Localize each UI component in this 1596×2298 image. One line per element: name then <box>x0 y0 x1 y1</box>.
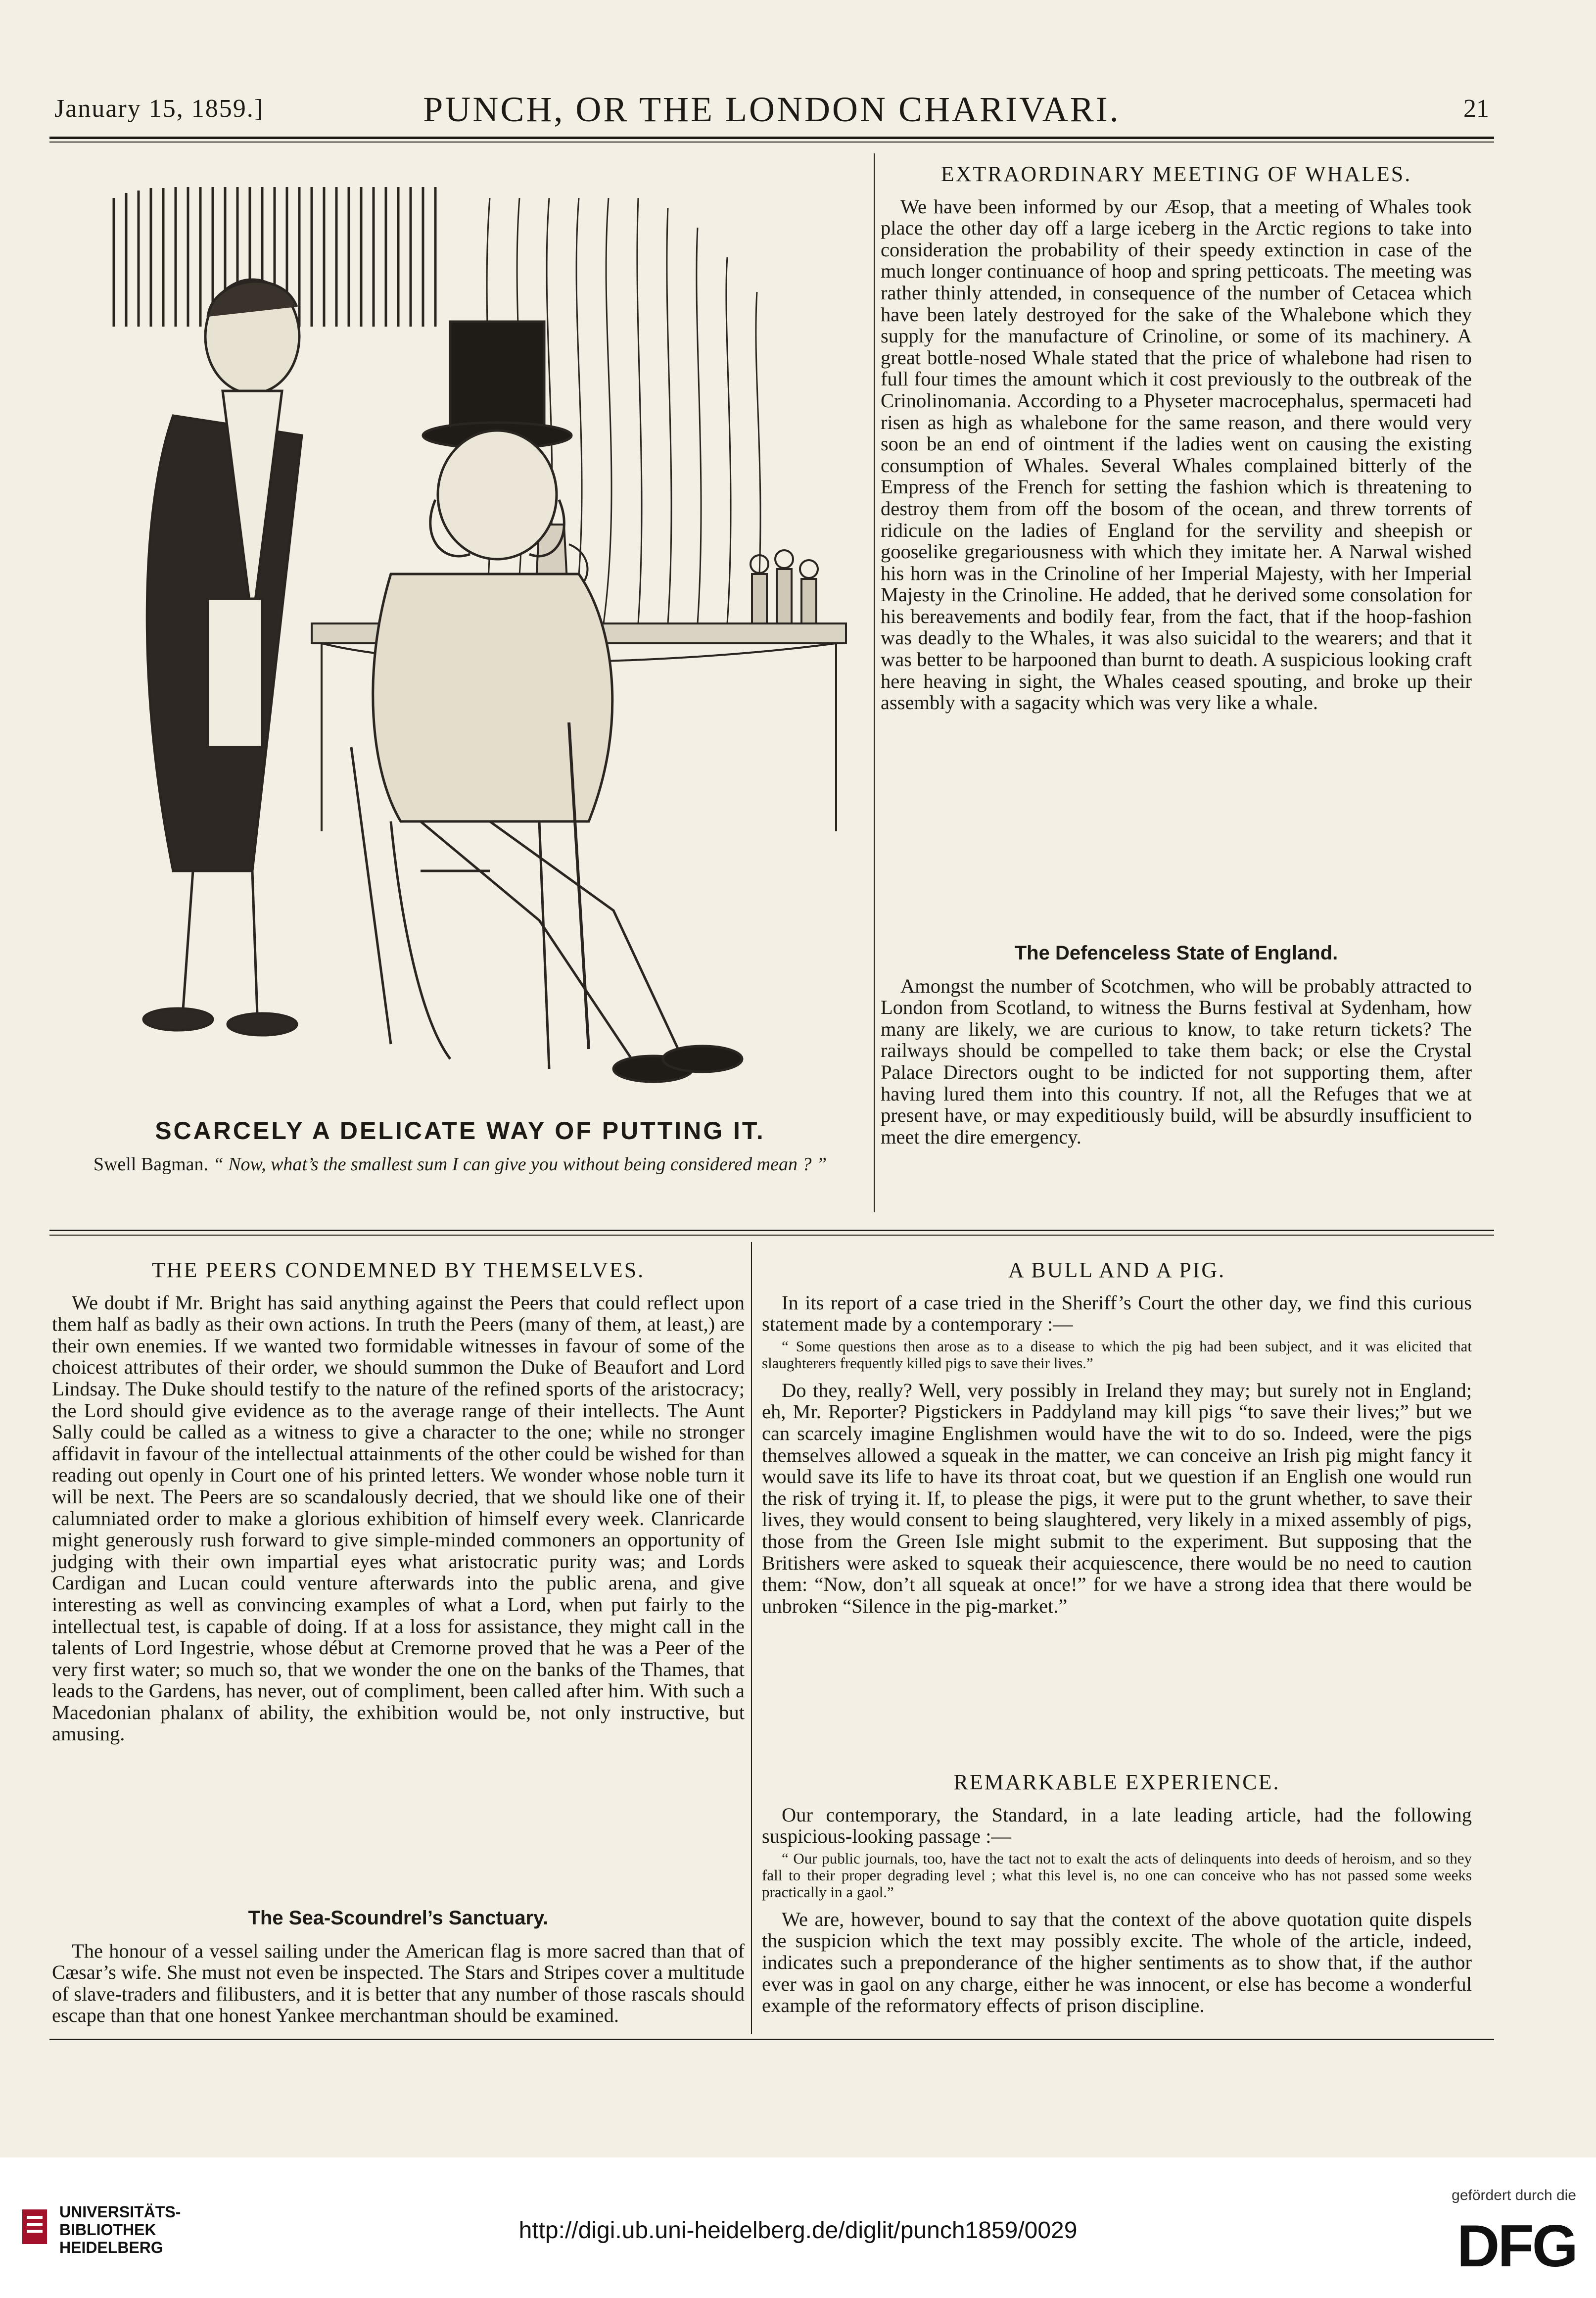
library-line-1: UNIVERSITÄTS- <box>59 2203 181 2221</box>
column-rule-bottom <box>751 1242 752 2034</box>
peers-article <box>52 1259 745 1745</box>
cartoon-illustration <box>45 178 876 1099</box>
header-rule-thin <box>49 142 1494 143</box>
peers-heading: THE PEERS CONDEMNED BY THEMSELVES. <box>151 1258 645 1282</box>
remarkable-intro: Our contemporary, the Standard, in a late leading article, had the following suspicious-looking passage :— <box>762 1803 1472 1848</box>
defenceless-body: Amongst the number of Scotchmen, who will be probably attracted to London from Scotland, to witness the Burns festival at Sydenham, how many are likely, we are curious to know, to take return tickets? The railways should be compelled to take them back; or else the Crystal Palace Directors ought to be indicted for not supporting them, after having lured them into this country. If not, all the Refuges that we at present have, or may expeditiously build, will be absurdly insufficient to meet the dire emergency. <box>881 974 1472 1148</box>
library-line-3: HEIDELBERG <box>59 2239 163 2256</box>
waiter-figure-icon <box>143 280 302 1035</box>
page-header <box>49 89 1494 134</box>
column-rule-top <box>874 153 875 1212</box>
cartoon-subcaption <box>40 1153 881 1176</box>
bull-heading: A BULL AND A PIG. <box>1008 1258 1226 1282</box>
issue-date: January 15, 1859.] <box>54 95 264 123</box>
caption-speaker: Swell Bagman. <box>93 1154 209 1175</box>
whales-body: We have been informed by our Æsop, that a meeting of Whales took place the other day off a large iceberg in the Arctic regions to take into consideration the probability of their speedy extinction in case of the much longer continuance of hoop and spring petticoats. The meeting was rather thinly attended, in consequence of the number of Cetacea which have been lately destroyed for the sake of the Whalebone which they supply for the manufacture of Crinoline, or some of its machinery. A great bottle-nosed Whale stated that the price of whalebone had risen to full four times the amount which it cost previously to the outbreak of the Crinolinomania. According to a Physeter macrocephalus, spermaceti had risen as high as whalebone for the same reason, and there would very soon be an end of ointment if the ladies went on causing the existing consumption of Whales. Several Whales complained bitterly of the Empress of the French for setting the fashion which is threatening to destroy them from off the bosom of the ocean, and threw torrents of ridicule on the ladies of England for the servility and sheepish or gooselike gregariousness with which they imitate her. A Narwal wished his horn was in the Crinoline of her Imperial Majesty, with her Imperial Majesty in the Crinoline. He added, that he derived some consolation for his bereavements and bodily fear, from the fact, that if the hoop-fashion was deadly to the Whales, it was also suicidal to the wearers; and that it was better to be harpooned than burnt to death. A suspicious looking craft here heaving in sight, the Whales ceased spouting, and broke up their assembly with a sagacity which was very like a whale. <box>881 195 1472 714</box>
whales-article <box>881 163 1472 714</box>
masthead-title: PUNCH, OR THE LONDON CHARIVARI. <box>423 90 1121 129</box>
page-number: 21 <box>1463 95 1489 123</box>
cartoon-title: SCARCELY A DELICATE WAY OF PUTTING IT. <box>155 1117 765 1145</box>
sanctuary-heading: The Sea-Scoundrel’s Sanctuary. <box>248 1907 549 1929</box>
defenceless-article <box>881 943 1472 1148</box>
dfg-logo: DFG <box>1456 2213 1576 2279</box>
remarkable-quote: “ Our public journals, too, have the tact not to exalt the acts of delinquents into deeds of heroism, and so they fall to their proper degrading level ; what this level is, no one can conceive who has not passed some weeks practically in a gaol.” <box>762 1849 1472 1901</box>
remarkable-body: We are, however, bound to say that the context of the above quotation quite dispels the suspicion which the text may possibly excite. The whole of the article, indeed, indicates such a preponderance of the higher sentiments as to show that, if the author ever was in gaol on any charge, either he was innocent, or else has become a wonderful example of the reformatory effects of prison discipline. <box>762 1908 1472 2017</box>
sanctuary-article <box>52 1908 745 2026</box>
remarkable-heading: REMARKABLE EXPERIENCE. <box>953 1770 1280 1794</box>
bottom-rule <box>49 2039 1494 2040</box>
header-rule <box>49 137 1494 139</box>
library-line-2: BIBLIOTHEK <box>59 2221 156 2239</box>
defenceless-heading: The Defenceless State of England. <box>1014 942 1338 964</box>
bull-intro: In its report of a case tried in the Sheriff’s Court the other day, we find this curious statement made by a contemporary :— <box>762 1291 1472 1336</box>
seated-man-figure-icon <box>373 322 742 1082</box>
source-url-link[interactable]: http://digi.ub.uni-heidelberg.de/diglit/punch1859/0029 <box>518 2217 1078 2244</box>
bull-article <box>762 1259 1472 1617</box>
bull-quote: “ Some questions then arose as to a disease to which the pig had been subject, and it was elicited that slaughterers frequently killed pigs to save their lives.” <box>762 1337 1472 1372</box>
cartoon-caption <box>40 1116 881 1176</box>
bull-body: Do they, really? Well, very possibly in Ireland they may; but surely not in England; eh, Mr. Reporter? Pigstickers in Paddyland may kill pigs “to save their lives;” but we can scarcely imagine Englishmen would have the wit to do so. Indeed, were the pigs themselves allowed a squeak in the matter, we can conceive an Irish pig might fancy it would save its life to have its throat coat, but we question if an English one would run the risk of trying it. If, to please the pigs, it were put to the grunt whether, to save their lives, they would consent to being slaughtered, very likely in a mixed assembly of pigs, those from the Green Isle might submit to the experiment. But supposing that the Britishers were asked to squeak their acquiescence, there would be no need to caution them: “Now, don’t all squeak at once!” for we have a strong idea that there would be unbroken “Silence in the pig-market.” <box>762 1379 1472 1617</box>
sanctuary-body: The honour of a vessel sailing under the American flag is more sacred than that of Cæsar’s wife. She must not even be inspected. The Stars and Stripes cover a multitude of slave-traders and filibusters, and it is better that any number of those rascals should escape than that one honest Yankee merchantman should be examined. <box>52 1939 745 2027</box>
caption-quote: “ Now, what’s the smallest sum I can give you without being considered mean ? ” <box>213 1154 827 1175</box>
mid-rule <box>49 1230 1494 1231</box>
funder-label: gefördert durch die <box>1452 2187 1576 2203</box>
digitization-footer <box>0 2157 1596 2298</box>
mid-rule-2 <box>49 1235 1494 1236</box>
whales-heading: EXTRAORDINARY MEETING OF WHALES. <box>940 162 1412 186</box>
peers-body: We doubt if Mr. Bright has said anything against the Peers that could reflect upon them half as badly as their own actions. In truth the Peers (many of them, at least,) are their own enemies. If we wanted two formidable witnesses in favour of some of the choicest attributes of their order, we should summon the Duke of Beaufort and Lord Lindsay. The Duke should testify to the nature of the refined sports of the aristocracy; the Lord should give evidence as to the average range of their intellects. The Aunt Sally could be called as a witness to give a character to the one; while no stronger affidavit in favour of the intellectual attainments of the other could be wished for than reading out openly in Court one of his printed letters. We wonder whose noble turn it will be next. The Peers are so scandalously decried, that we should like one of their calumniated order to make a glorious exhibition of himself every week. Clanricarde might generously rush forward to give simple-minded commoners an opportunity of judging with their own impartial eyes what aristocratic purity was; and Lords Cardigan and Lucan could venture afterwards into the public arena, and give interesting as well as convincing examples of what a Lord, when put fairly to the intellectual test, is capable of doing. If at a loss for assistance, they might call in the talents of Lord Ingestrie, whose début at Cremorne proved that he was a Peer of the very first water; so much so, that we wonder the one on the banks of the Thames, that leads to the Gardens, has never, out of compliment, been called after him. With such a Macedonian phalanx of ability, the exhibition would be, not only instructive, but amusing. <box>52 1291 745 1745</box>
remarkable-article <box>762 1771 1472 2016</box>
